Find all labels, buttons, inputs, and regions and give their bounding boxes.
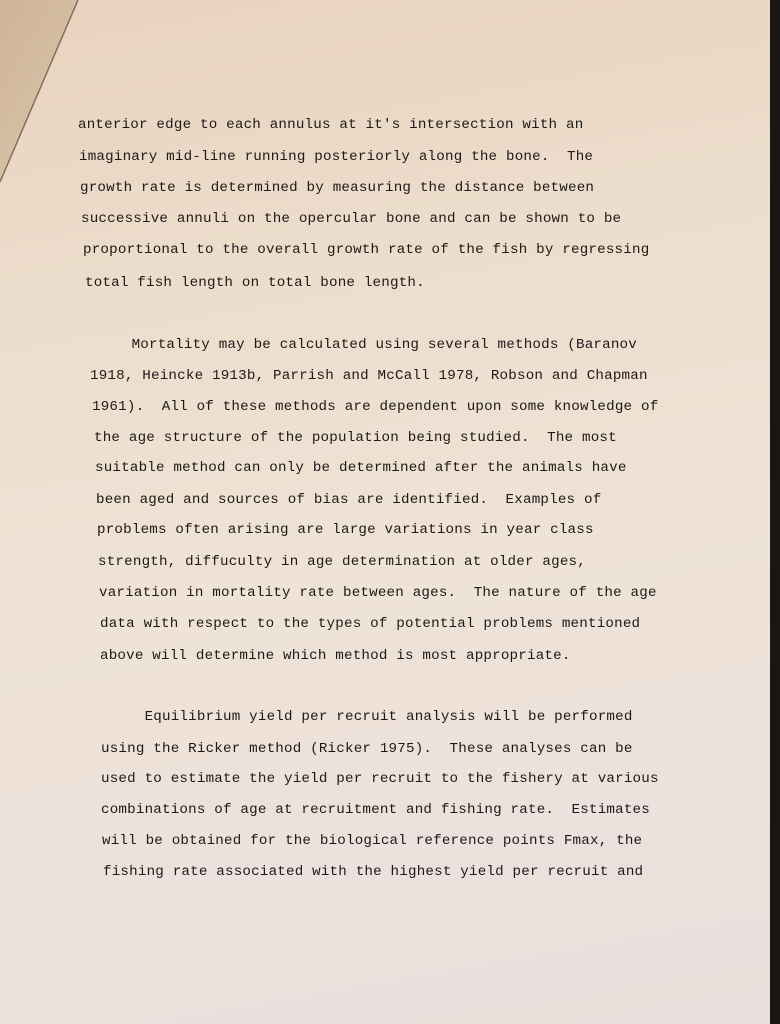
text-line: growth rate is determined by measuring the distance between (80, 180, 595, 196)
text-line: above will determine which method is most appropriate. (100, 648, 571, 664)
text-line: been aged and sources of bias are identified. Examples of (96, 492, 602, 508)
text-line: combinations of age at recruitment and fishing rate. Estimates (101, 802, 650, 818)
text-line: will be obtained for the biological reference points Fmax, the (102, 833, 643, 849)
text-line: problems often arising are large variations in year class (97, 522, 594, 538)
text-line: Equilibrium yield per recruit analysis will be performed (101, 709, 633, 725)
text-line: data with respect to the types of potential problems mentioned (100, 616, 641, 632)
text-line: total fish length on total bone length. (85, 275, 425, 291)
text-line: strength, diffuculty in age determination at older ages, (98, 554, 586, 570)
text-line: 1918, Heincke 1913b, Parrish and McCall 1978, Robson and Chapman (90, 368, 648, 384)
curled-page-corner (0, 0, 90, 200)
text-line: suitable method can only be determined after the animals have (95, 460, 627, 476)
text-line: Mortality may be calculated using several methods (Baranov (88, 337, 637, 353)
text-line: using the Ricker method (Ricker 1975). These analyses can be (101, 741, 633, 757)
text-line: imaginary mid-line running posteriorly along the bone. The (79, 149, 594, 165)
text-line: used to estimate the yield per recruit to the fishery at various (101, 771, 659, 787)
text-line: fishing rate associated with the highest yield per recruit and (103, 864, 644, 880)
text-line: successive annuli on the opercular bone and can be shown to be (81, 211, 622, 227)
text-line: proportional to the overall growth rate of the fish by regressing (83, 242, 650, 258)
text-line: the age structure of the population being studied. The most (94, 430, 617, 446)
text-line: anterior edge to each annulus at it's intersection with an (78, 117, 584, 133)
text-line: 1961). All of these methods are dependent upon some knowledge of (92, 399, 659, 415)
text-line: variation in mortality rate between ages. The nature of the age (99, 585, 657, 601)
